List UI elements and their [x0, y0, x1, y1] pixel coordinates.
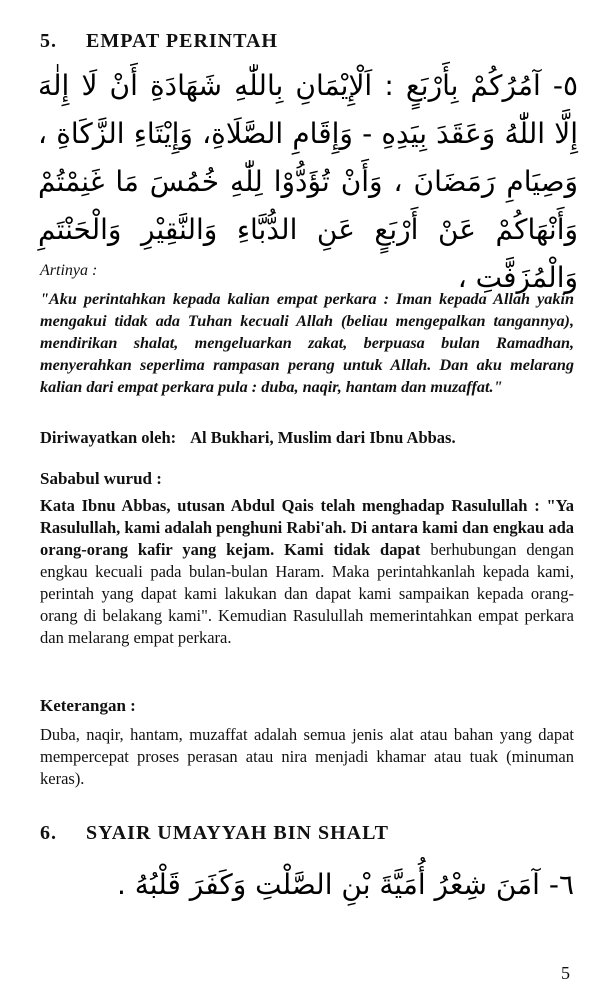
section-6-title: SYAIR UMAYYAH BIN SHALT — [86, 822, 389, 844]
section-5-heading — [40, 30, 278, 53]
narrator-label: Diriwayatkan oleh: — [40, 428, 177, 447]
keterangan-text: Duba, naqir, hantam, muzaffat adalah semua jenis alat atau bahan yang dapat mempercepat proses perasan atau nira menjadi khamar atau tuak (minuman keras). — [40, 725, 574, 788]
keterangan-label: Keterangan : — [40, 696, 136, 715]
section-6-number: 6. — [40, 822, 57, 844]
narrator-names: Al Bukhari, Muslim dari Ibnu Abbas. — [190, 428, 456, 447]
section-6-heading — [40, 822, 389, 845]
hadith-5-arabic-text: ٥- آمُرُكُمْ بِأَرْبَعٍ : اَلْإِيْمَانِ بِاللّٰهِ شَهَادَةِ أَنْ لَا إِلٰهَ إِلَّا اللّٰهُ وَعَقَدَ بِيَدِهِ - وَإِقَامِ الصَّلَاةِ، وَإِيْتَاءِ الزَّكَاةِ ، وَصِيَامِ رَمَضَانَ ، وَأَنْ تُؤَدُّوْا لِلّٰهِ خُمُسَ مَا غَنِمْتُمْ وَأَنْهَاكُمْ عَنْ أَرْبَعٍ عَنِ الدُّبَّاءِ وَالنَّقِيْرِ وَالْحَنْتَمِ وَالْمُزَفَّتِ ، — [38, 69, 578, 294]
section-5-number: 5. — [40, 30, 57, 52]
narration-line — [40, 428, 456, 448]
artinya-label: Artinya : — [40, 262, 98, 279]
sababul-wurud-normal-text: berhubungan dengan engkau kecuali pada bulan-bulan Haram. Maka perintahkanlah kepada kami, perintah yang dapat kami lakukan dan dapat kami sampaikan kepada orang-orang di belakang kami". Kemudian Rasulullah memerintahkan empat perkara dan melarang empat perkara. — [40, 540, 574, 647]
hadith-6-arabic-text: ٦- آمَنَ شِعْرُ أُمَيَّةَ بْنِ الصَّلْتِ وَكَفَرَ قَلْبُهُ . — [116, 868, 574, 901]
hadith-5-translation: "Aku perintahkan kepada kalian empat perkara : Iman kepada Allah yakin mengakui tidak ada Tuhan kecuali Allah (beliau mengepalkan tangannya), mendirikan shalat, mengeluarkan zakat, berpuasa bulan Ramadhan, menyerahkan seperlima rampasan perang untuk Allah. Dan aku melarang kalian dari empat perkara pula : duba, naqir, hantam dan muzaffat." — [40, 290, 574, 396]
sababul-wurud-bold-text: Kata Ibnu Abbas, utusan Abdul Qais telah menghadap Rasulullah : "Ya Rasulullah, kami adalah penghuni Rabi'ah. Di antara kami dan engkau ada orang-orang kafir yang kejam. Kami tidak dapat — [40, 496, 574, 559]
section-5-title: EMPAT PERINTAH — [86, 30, 278, 52]
sababul-wurud-label: Sababul wurud : — [40, 469, 162, 488]
page-number: 5 — [561, 963, 570, 983]
sababul-wurud-text — [40, 495, 574, 649]
